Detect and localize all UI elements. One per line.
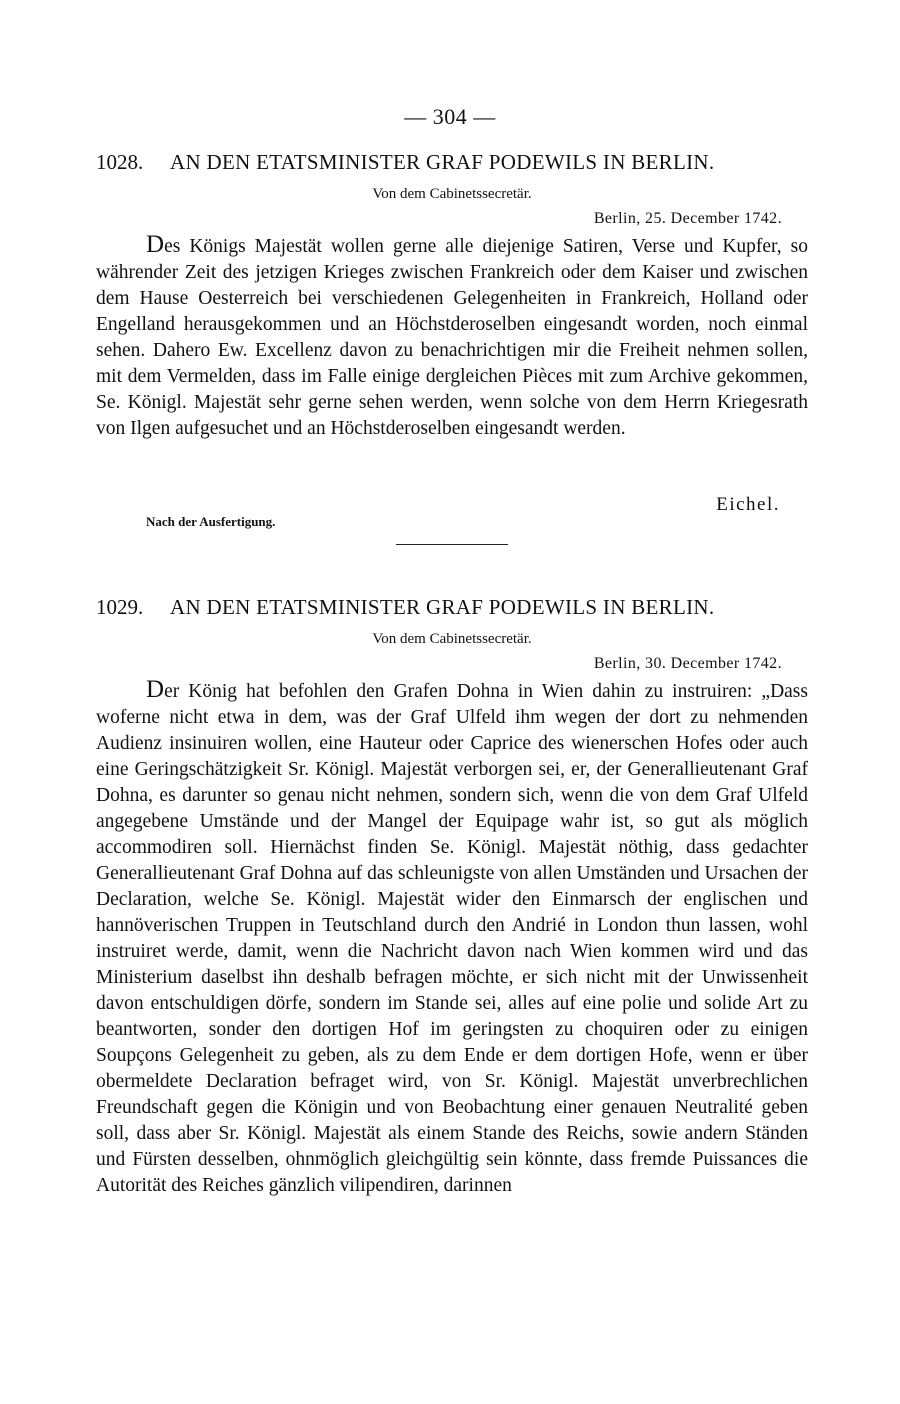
letter-signature: Eichel. xyxy=(716,494,780,515)
letter-title: AN DEN ETATSMINISTER GRAF PODEWILS IN BERLIN. xyxy=(170,595,715,619)
section-divider xyxy=(396,544,508,545)
letter-number: 1028. xyxy=(96,150,144,174)
letter-dateline: Berlin, 25. December 1742. xyxy=(593,210,782,227)
letter-body: Der König hat befohlen den Grafen Dohna in Wien dahin zu instruiren: „Dass woferne nicht etwa in dem, was der Graf Ulfeld ihm wegen der dort zu nehmenden Audienz insinuiren wollen, eine Hauteur oder Caprice des wienerschen Hofes oder auch eine Geringschätzigkeit Sr. Königl. Majestät verborgen sei, er, der Generallieutenant Graf Dohna, es darunter so genau nicht nehmen, sondern sich, wenn die von dem Graf Ulfeld angegebene Umstände und der Mangel der Equipage wahr ist, so gut als möglich accommodiren soll. Hiernächst finden Se. Königl. Majestät nöthig, dass gedachter Generallieutenant Graf Dohna auf das schleunigste von allen Umständen und Ursachen der Declaration, welche Se. Königl. Majestät wider den Einmarsch der englischen und hannöverischen Truppen in Teutschland durch den Andrié in London thun lassen, wohl instruiret werde, damit, wenn die Nachricht davon nach Wien kommen wird und das Ministerium daselbst ihn deshalb befragen möchte, er sich nicht mit der Unwissenheit davon entschuldigen dörfe, sondern im Stande sei, alles auf eine polie und solide Art zu beantworten, sonder den dortigen Hof im geringsten zu choquiren oder zu einigen Soupçons Gelegenheit zu geben, als zu dem Ende er dem dortigen Hofe, wenn er über obermeldete Declaration befraget wird, von Sr. Königl. Majestät unverbrechlichen Freundschaft gegen die Königin und von Beobachtung einer genauen Neutralité geben soll, dass aber Sr. Königl. Majestät als einem Stande des Reichs, sowie andern Ständen und Fürsten desselben, ohnmöglich gleichgültig sein könnte, dass fremde Puissances die Autorität des Reiches gänzlich vilipendiren, darinnen xyxy=(96,676,808,1196)
source-note: Nach der Ausfertigung. xyxy=(146,514,276,529)
letter-dateline: Berlin, 30. December 1742. xyxy=(593,655,782,672)
letter-heading xyxy=(96,150,808,184)
letter-1028 xyxy=(96,150,808,550)
letter-number: 1029. xyxy=(96,595,144,619)
page-number: — 304 — xyxy=(404,104,496,129)
letter-title: AN DEN ETATSMINISTER GRAF PODEWILS IN BERLIN. xyxy=(170,150,715,174)
letter-1029 xyxy=(96,595,808,1325)
letter-sender: Von dem Cabinetssecretär. xyxy=(372,186,532,202)
letter-sender: Von dem Cabinetssecretär. xyxy=(372,631,532,647)
letter-heading xyxy=(96,595,808,629)
letter-body: Des Königs Majestät wollen gerne alle diejenige Satiren, Verse und Kupfer, so währender Zeit des jetzigen Krieges zwischen Frankreich oder dem Kaiser und zwischen dem Hause Oesterreich bei verschiedenen Gelegenheiten in Frankreich, Holland oder Engelland herausgekommen und an Höchstderoselben eingesandt worden, noch einmal sehen. Dahero Ew. Excellenz davon zu benachrichtigen mir die Freiheit nehmen sollen, mit dem Vermelden, dass im Falle einige dergleichen Pièces mit zum Archive gekommen, Se. Königl. Majestät sehr gerne sehen werden, wenn solche von dem Herrn Kriegesrath von Ilgen aufgesuchet und an Höchstderoselben eingesandt werden. xyxy=(96,231,808,439)
